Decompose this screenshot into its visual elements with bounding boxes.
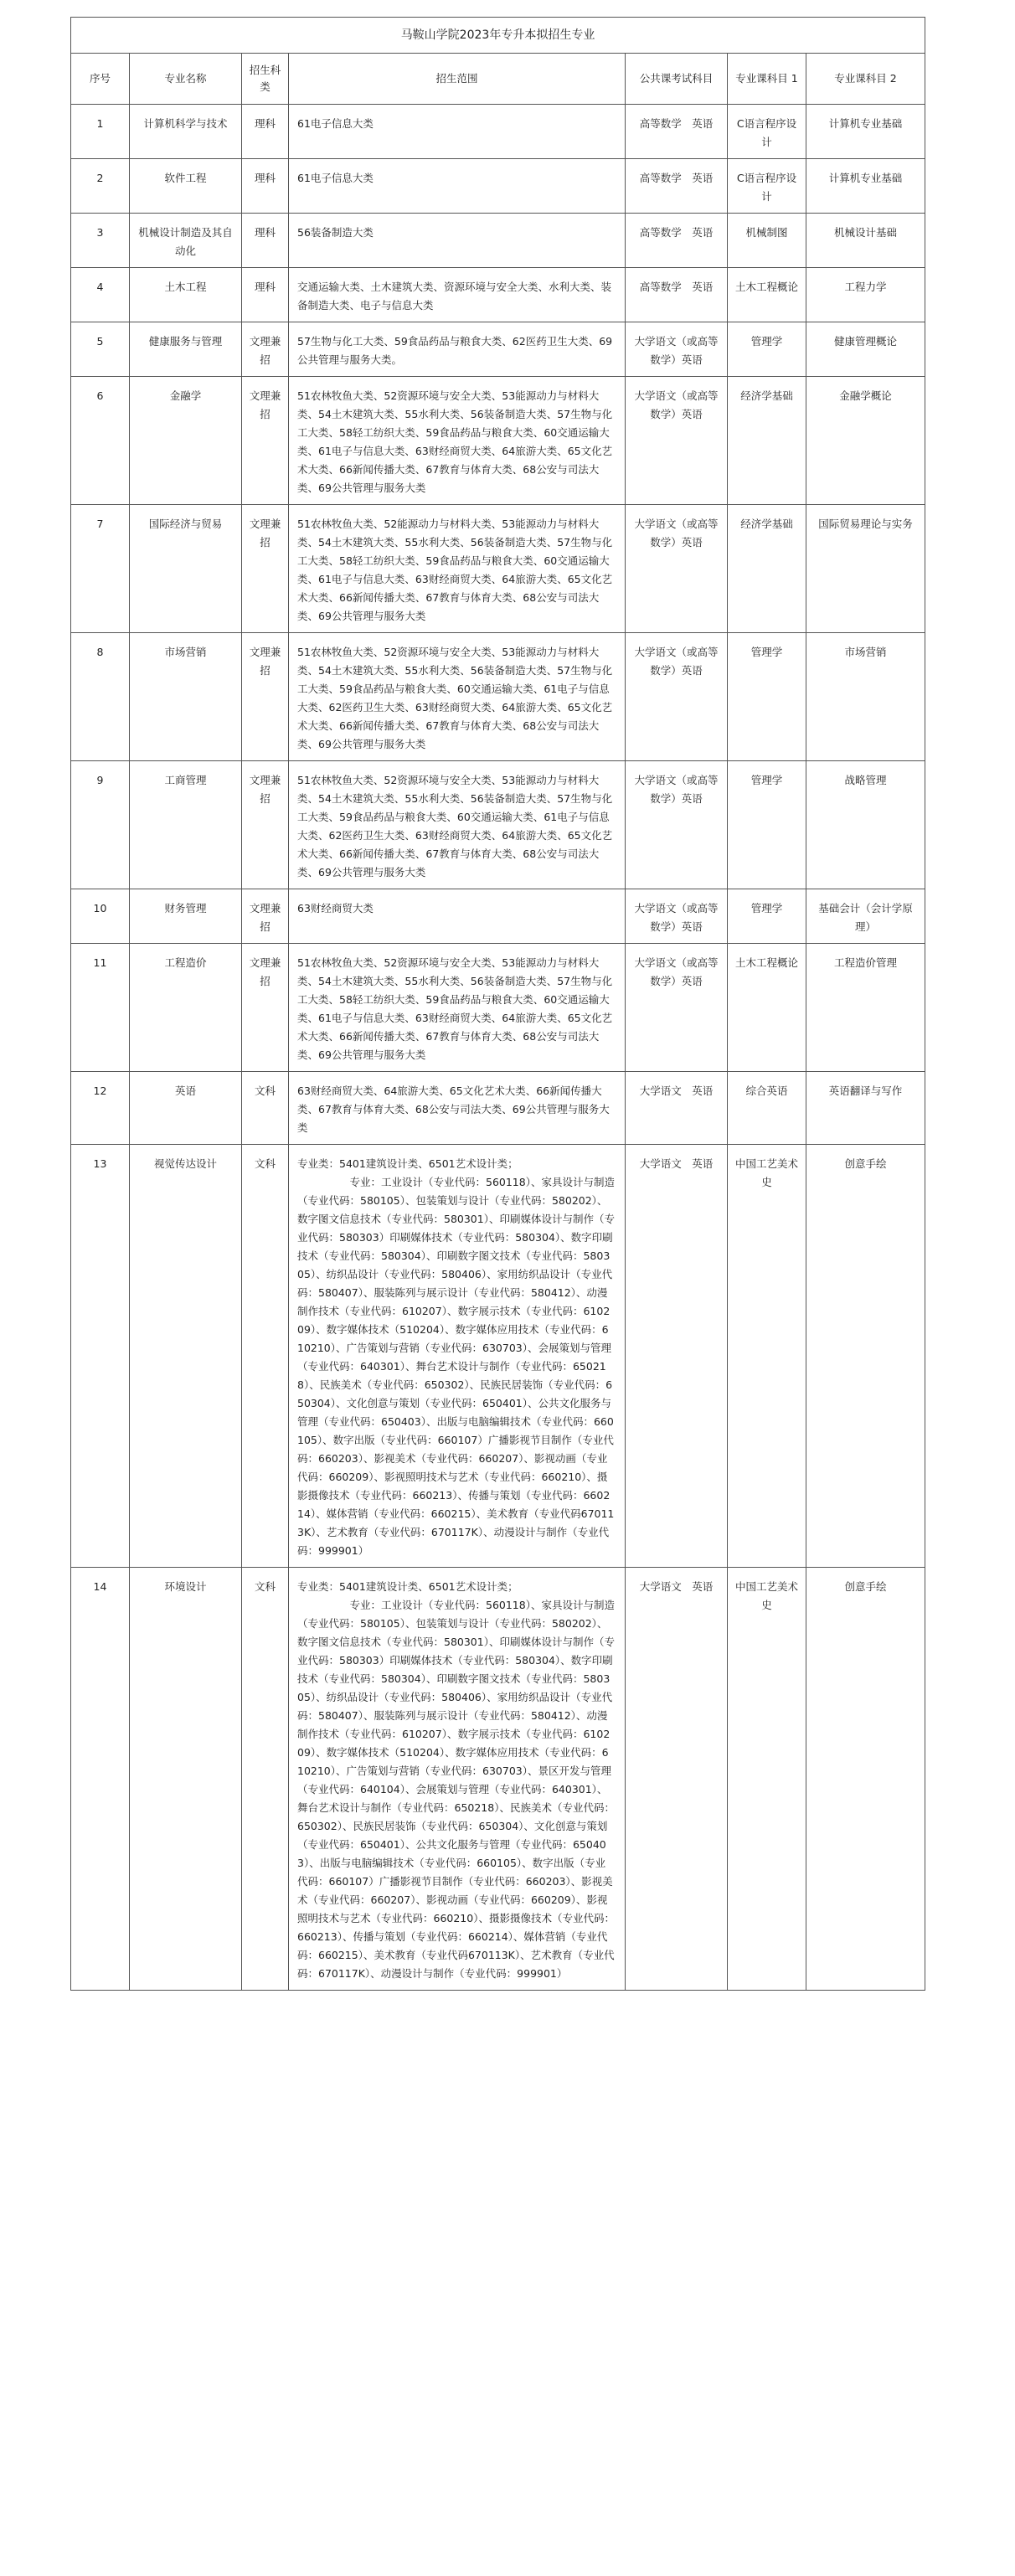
enroll-scope [289,377,626,505]
enroll-category: 文科 [242,1072,289,1145]
enroll-scope [289,105,626,159]
major-name: 工程造价 [130,944,242,1072]
enroll-category: 文理兼招 [242,505,289,633]
col-header-no: 序号 [71,54,130,105]
scope-paragraph: 56装备制造大类 [297,226,374,239]
row-number: 13 [71,1145,130,1568]
major-subject-2: 工程造价管理 [806,944,925,1072]
major-subject-1: C语言程序设计 [728,159,806,214]
major-name: 市场营销 [130,633,242,761]
major-name: 计算机科学与技术 [130,105,242,159]
scope-paragraph: 51农林牧鱼大类、52资源环境与安全大类、53能源动力与材料大类、54土木建筑大类、55水利大类、56装备制造大类、57生物与化工大类、59食品药品与粮食大类、60交通运输大类、61电子与信息大类、62医药卫生大类、63财经商贸大类、64旅游大类、65文化艺术大类、66新闻传播大类、67教育与体育大类、68公安与司法大类、69公共管理与服务大类 [297,646,613,750]
table-row [71,1568,925,1991]
row-number: 6 [71,377,130,505]
table-row [71,159,925,214]
public-exam-subjects: 高等数学 英语 [626,268,728,322]
public-exam-subjects: 大学语文（或高等数学）英语 [626,377,728,505]
scope-paragraph: 51农林牧鱼大类、52资源环境与安全大类、53能源动力与材料大类、54土木建筑大类、55水利大类、56装备制造大类、57生物与化工大类、58轻工纺织大类、59食品药品与粮食大类、60交通运输大类、61电子与信息大类、63财经商贸大类、64旅游大类、65文化艺术大类、66新闻传播大类、67教育与体育大类、68公安与司法大类、69公共管理与服务大类 [297,956,613,1061]
major-name: 视觉传达设计 [130,1145,242,1568]
scope-paragraph: 交通运输大类、土木建筑大类、资源环境与安全大类、水利大类、装备制造大类、电子与信息大类 [297,281,612,312]
major-subject-2: 创意手绘 [806,1145,925,1568]
enroll-scope [289,322,626,377]
scope-paragraph: 61电子信息大类 [297,172,374,184]
major-subject-1: 土木工程概论 [728,268,806,322]
major-subject-1: 机械制图 [728,214,806,268]
header-row [71,54,925,105]
scope-paragraph: 专业类：5401建筑设计类、6501艺术设计类； [297,1157,518,1170]
table-title: 马鞍山学院2023年专升本拟招生专业 [71,18,925,54]
major-name: 健康服务与管理 [130,322,242,377]
scope-paragraph: 57生物与化工大类、59食品药品与粮食大类、62医药卫生大类、69公共管理与服务大类。 [297,335,613,366]
enrollment-table [70,17,925,1991]
major-subject-1: 土木工程概论 [728,944,806,1072]
major-subject-2: 英语翻译与写作 [806,1072,925,1145]
major-name: 国际经济与贸易 [130,505,242,633]
table-row [71,633,925,761]
table-body [71,105,925,1991]
public-exam-subjects: 高等数学 英语 [626,214,728,268]
enroll-scope [289,505,626,633]
table-row [71,889,925,944]
public-exam-subjects: 大学语文（或高等数学）英语 [626,944,728,1072]
major-name: 金融学 [130,377,242,505]
enroll-scope [289,889,626,944]
col-header-public-exam: 公共课考试科目 [626,54,728,105]
scope-paragraph: 51农林牧鱼大类、52资源环境与安全大类、53能源动力与材料大类、54土木建筑大类、55水利大类、56装备制造大类、57生物与化工大类、59食品药品与粮食大类、60交通运输大类、61电子与信息大类、62医药卫生大类、63财经商贸大类、64旅游大类、65文化艺术大类、66新闻传播大类、67教育与体育大类、68公安与司法大类、69公共管理与服务大类 [297,774,613,878]
col-header-category: 招生科类 [242,54,289,105]
public-exam-subjects: 大学语文（或高等数学）英语 [626,889,728,944]
major-name: 工商管理 [130,761,242,889]
scope-paragraph: 63财经商贸大类 [297,902,374,914]
col-header-major: 专业名称 [130,54,242,105]
major-subject-1: 经济学基础 [728,505,806,633]
row-number: 9 [71,761,130,889]
table-row [71,377,925,505]
table-row [71,268,925,322]
major-name: 英语 [130,1072,242,1145]
enroll-category: 文理兼招 [242,377,289,505]
table-row [71,761,925,889]
col-header-scope: 招生范围 [289,54,626,105]
enroll-category: 理科 [242,159,289,214]
row-number: 3 [71,214,130,268]
enroll-scope [289,214,626,268]
scope-paragraph: 专业类：5401建筑设计类、6501艺术设计类； [297,1580,518,1593]
major-subject-2: 机械设计基础 [806,214,925,268]
major-subject-1: 经济学基础 [728,377,806,505]
major-subject-2: 创意手绘 [806,1568,925,1991]
enroll-scope [289,1072,626,1145]
table-row [71,1072,925,1145]
public-exam-subjects: 高等数学 英语 [626,159,728,214]
enroll-category: 文科 [242,1145,289,1568]
row-number: 2 [71,159,130,214]
row-number: 5 [71,322,130,377]
enroll-category: 文科 [242,1568,289,1991]
major-subject-1: 中国工艺美术史 [728,1145,806,1568]
row-number: 8 [71,633,130,761]
major-name: 土木工程 [130,268,242,322]
major-subject-2: 金融学概论 [806,377,925,505]
public-exam-subjects: 大学语文（或高等数学）英语 [626,322,728,377]
enroll-scope [289,944,626,1072]
row-number: 11 [71,944,130,1072]
major-subject-2: 战略管理 [806,761,925,889]
enroll-scope [289,1145,626,1568]
major-name: 财务管理 [130,889,242,944]
major-subject-1: 综合英语 [728,1072,806,1145]
col-header-subject1: 专业课科目 1 [728,54,806,105]
public-exam-subjects: 大学语文 英语 [626,1072,728,1145]
public-exam-subjects: 大学语文 英语 [626,1145,728,1568]
major-name: 环境设计 [130,1568,242,1991]
row-number: 14 [71,1568,130,1991]
row-number: 4 [71,268,130,322]
enroll-category: 理科 [242,268,289,322]
table-row [71,944,925,1072]
public-exam-subjects: 大学语文 英语 [626,1568,728,1991]
major-subject-1: 管理学 [728,633,806,761]
enroll-category: 文理兼招 [242,633,289,761]
public-exam-subjects: 大学语文（或高等数学）英语 [626,633,728,761]
major-subject-2: 健康管理概论 [806,322,925,377]
col-header-subject2: 专业课科目 2 [806,54,925,105]
row-number: 1 [71,105,130,159]
major-subject-1: 管理学 [728,761,806,889]
enroll-category: 文理兼招 [242,761,289,889]
major-subject-1: C语言程序设计 [728,105,806,159]
document-page [70,17,925,1991]
enroll-category: 文理兼招 [242,944,289,1072]
table-row [71,105,925,159]
enroll-scope [289,633,626,761]
public-exam-subjects: 高等数学 英语 [626,105,728,159]
enroll-category: 文理兼招 [242,322,289,377]
major-subject-2: 基础会计（会计学原理） [806,889,925,944]
row-number: 10 [71,889,130,944]
major-name: 机械设计制造及其自动化 [130,214,242,268]
major-subject-2: 计算机专业基础 [806,105,925,159]
major-subject-2: 市场营销 [806,633,925,761]
enroll-category: 文理兼招 [242,889,289,944]
row-number: 12 [71,1072,130,1145]
major-subject-1: 中国工艺美术史 [728,1568,806,1991]
scope-paragraph: 专业：工业设计（专业代码：560118）、家具设计与制造（专业代码：580105）、包装策划与设计（专业代码：580202）、数字图文信息技术（专业代码：580301）、印刷媒体设计与制作（专业代码：580303）印刷媒体技术（专业代码：580304）、数字印刷技术（专业代码：580304）、印刷数字图文技术（专业代码：580305）、纺织品设计（专业代码：580406）、家用纺织品设计（专业代码：580407）、服装陈列与展示设计（专业代码：580412）、动漫制作技术（专业代码：610207）、数字展示技术（专业代码：610209）、数字媒体技术（510204）、数字媒体应用技术（专业代码：610210）、广告策划与营销（专业代码：630703）、会展策划与管理（专业代码：640301）、舞台艺术设计与制作（专业代码：650218）、民族美术（专业代码：650302）、民族民居装饰（专业代码：650304）、文化创意与策划（专业代码：650401）、公共文化服务与管理（专业代码：650403）、出版与电脑编辑技术（专业代码：660105）、数字出版（专业代码：660107）广播影视节目制作（专业代码：660203）、影视美术（专业代码：660207）、影视动画（专业代码：660209）、影视照明技术与艺术（专业代码：660210）、摄影摄像技术（专业代码：660213）、传播与策划（专业代码：660214）、媒体营销（专业代码：660215）、美术教育（专业代码670113K）、艺术教育（专业代码：670117K）、动漫设计与制作（专业代码：999901） [297,1176,615,1557]
table-row [71,214,925,268]
scope-paragraph: 63财经商贸大类、64旅游大类、65文化艺术大类、66新闻传播大类、67教育与体育大类、68公安与司法大类、69公共管理与服务大类 [297,1084,610,1134]
scope-paragraph: 51农林牧鱼大类、52能源动力与材料大类、53能源动力与材料大类、54土木建筑大类、55水利大类、56装备制造大类、57生物与化工大类、58轻工纺织大类、59食品药品与粮食大类、60交通运输大类、61电子与信息大类、63财经商贸大类、64旅游大类、65文化艺术大类、66新闻传播大类、67教育与体育大类、68公安与司法大类、69公共管理与服务大类 [297,518,613,622]
scope-paragraph: 专业：工业设计（专业代码：560118）、家具设计与制造（专业代码：580105）、包装策划与设计（专业代码：580202）、数字图文信息技术（专业代码：580301）、印刷媒体设计与制作（专业代码：580303）印刷媒体技术（专业代码：580304）、数字印刷技术（专业代码：580304）、印刷数字图文技术（专业代码：580305）、纺织品设计（专业代码：580406）、家用纺织品设计（专业代码：580407）、服装陈列与展示设计（专业代码：580412）、动漫制作技术（专业代码：610207）、数字展示技术（专业代码：610209）、数字媒体技术（510204）、数字媒体应用技术（专业代码：610210）、广告策划与营销（专业代码：630703）、景区开发与管理（专业代码：640104）、会展策划与管理（专业代码：640301）、舞台艺术设计与制作（专业代码：650218）、民族美术（专业代码：650302）、民族民居装饰（专业代码：650304）、文化创意与策划（专业代码：650401）、公共文化服务与管理（专业代码：650403）、出版与电脑编辑技术（专业代码：660105）、数字出版（专业代码：660107）广播影视节目制作（专业代码：660203）、影视美术（专业代码：660207）、影视动画（专业代码：660209）、影视照明技术与艺术（专业代码：660210）、摄影摄像技术（专业代码：660213）、传播与策划（专业代码：660214）、媒体营销（专业代码：660215）、美术教育（专业代码670113K）、艺术教育（专业代码：670117K）、动漫设计与制作（专业代码：999901） [297,1599,615,1980]
scope-paragraph: 61电子信息大类 [297,117,374,130]
enroll-scope [289,1568,626,1991]
table-row [71,505,925,633]
public-exam-subjects: 大学语文（或高等数学）英语 [626,761,728,889]
enroll-scope [289,761,626,889]
enroll-category: 理科 [242,214,289,268]
row-number: 7 [71,505,130,633]
public-exam-subjects: 大学语文（或高等数学）英语 [626,505,728,633]
enroll-scope [289,159,626,214]
table-row [71,1145,925,1568]
major-subject-1: 管理学 [728,889,806,944]
major-subject-2: 国际贸易理论与实务 [806,505,925,633]
major-subject-1: 管理学 [728,322,806,377]
major-subject-2: 计算机专业基础 [806,159,925,214]
major-subject-2: 工程力学 [806,268,925,322]
enroll-scope [289,268,626,322]
enroll-category: 理科 [242,105,289,159]
scope-paragraph: 51农林牧鱼大类、52资源环境与安全大类、53能源动力与材料大类、54土木建筑大类、55水利大类、56装备制造大类、57生物与化工大类、58轻工纺织大类、59食品药品与粮食大类、60交通运输大类、61电子与信息大类、63财经商贸大类、64旅游大类、65文化艺术大类、66新闻传播大类、67教育与体育大类、68公安与司法大类、69公共管理与服务大类 [297,389,613,494]
table-row [71,322,925,377]
major-name: 软件工程 [130,159,242,214]
